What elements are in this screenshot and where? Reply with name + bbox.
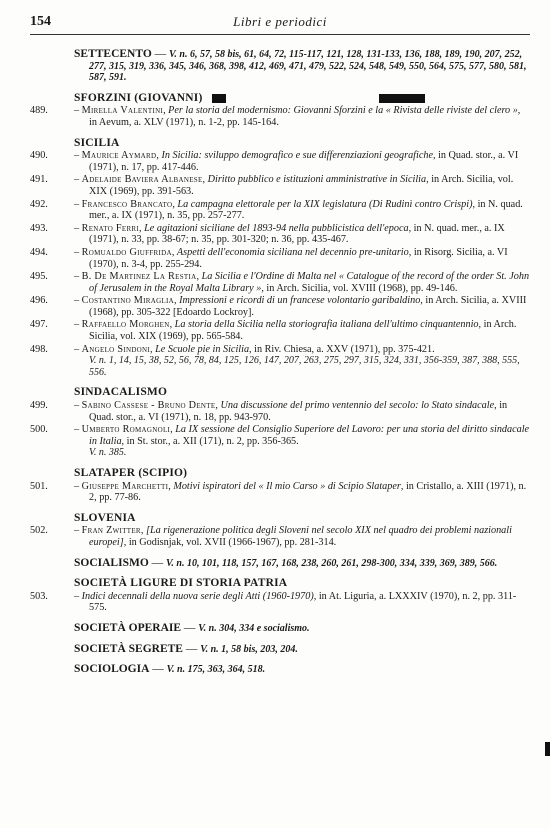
section-heading: SETTECENTO [74, 48, 152, 60]
bibliography-entry: 492. – Francesco Brancato, La campagna elettorale per la XIX legislatura (Di Rudinì contro Crispi), in N. quad. mer., a. IX (1971), n. 35, pp. 257-277. [30, 198, 523, 222]
cross-reference-list: V. n. 10, 101, 118, 157, 167, 168, 238, 260, 261, 298-300, 334, 339, 369, 389, 566. [166, 557, 498, 569]
bibliography-entry: 501. – Giuseppe Marchetti, Motivi ispiratori del « Il mio Carso » di Scipio Slataper, in Cristallo, a. XIII (1971), n. 2, pp. 77-86. [30, 480, 527, 504]
page-number: 154 [30, 14, 51, 29]
entry-title: Aspetti dell'economia siciliana nel decennio pre-unitario [176, 246, 409, 258]
cross-reference-section: SOCIETÀ SEGRETE — V. n. 1, 58 bis, 203, 204. [74, 642, 298, 655]
entry-title: Indici decennali della nuova serie degli Atti (1960-1970) [81, 590, 314, 602]
entry-number: 494. [30, 246, 48, 258]
entry-publication: , in Arch. Sicilia, vol. XIX (1969), pp. 565-584. [89, 319, 517, 343]
entry-author: Mirella Valentini [81, 105, 164, 117]
bibliography-entry: 489. – Mirella Valentini, Per la storia del modernismo: Giovanni Sforzini e la « Rivista delle riviste del clero », in Aevum, a. XLV (1971), n. 1-2, pp. 145-164. [30, 105, 521, 128]
section-heading: SOCIALISMO [74, 556, 149, 569]
entry-number: 502. [30, 525, 48, 537]
entry-title: La campagna elettorale per la XIX legislatura (Di Rudinì contro Crispi) [177, 198, 473, 210]
entry-author: Angelo Sindoni [81, 343, 151, 355]
entry-author: Sabino Cassese - Bruno Dente [81, 400, 216, 412]
entry-author: B. De Martinez La Restia [81, 271, 197, 283]
entry-number: 501. [30, 480, 48, 492]
running-title: Libri e periodici [233, 14, 327, 29]
entry-author: Costantino Miraglia [81, 295, 175, 307]
book-page [30, 14, 530, 676]
entry-number: 496. [30, 295, 48, 307]
cross-reference-list: V. n. 1, 58 bis, 203, 204. [200, 643, 298, 655]
entry-publication: , in Arch. Sicilia, a. XVIII (1968), pp. 305-322 [Edoardo Lockroy]. [89, 295, 527, 318]
entry-title: Una discussione del primo ventennio del secolo: lo Stato sindacale [220, 400, 495, 412]
entry-publication: , in Aevum, a. XLV (1971), n. 1-2, pp. 145-164. [89, 105, 521, 128]
entry-number: 500. [30, 424, 48, 436]
entry-number: 495. [30, 271, 48, 283]
entry-title: Le agitazioni siciliane del 1893-94 nella pubblicistica dell'epoca [144, 222, 409, 234]
running-header [30, 14, 530, 35]
section-heading: SFORZINI (GIOVANNI) [74, 93, 530, 105]
entry-author: Raffaello Morghen [81, 319, 170, 331]
entry-author: Romualdo Giuffrida [81, 246, 172, 258]
bibliography-entry: 500. – Umberto Romagnoli, La IX sessione del Consiglio Superiore del Lavoro: per una storia del diritto sindacale in Italia, in St. stor., a. XII (171), n. 2, pp. 356-365. [30, 424, 530, 447]
section-heading: SINDACALISMO [74, 386, 168, 399]
section-heading: SOCIETÀ LIGURE DI STORIA PATRIA [74, 577, 288, 590]
entry-author: Fran Zwitter [81, 525, 141, 537]
cross-reference-section: SOCIALISMO — V. n. 10, 101, 118, 157, 167, 168, 238, 260, 261, 298-300, 334, 339, 369, 389, 566. [74, 556, 498, 569]
entry-title: Le Scuole pie in Sicilia [155, 343, 250, 355]
section-heading: SICILIA [74, 136, 120, 149]
entry-author: Giuseppe Marchetti [81, 480, 169, 492]
cross-reference-section: SOCIETÀ OPERAIE — V. n. 304, 334 e socialismo. [74, 621, 310, 634]
entry-title: La storia della Sicilia nella storiografia italiana dell'ultimo cinquantennio [174, 319, 479, 331]
bibliography-entry: 494. – Romualdo Giuffrida, Aspetti dell'economia siciliana nel decennio pre-unitario, in Risorg. Sicilia, a. VI (1970), n. 3-4, pp. 255-294. [30, 246, 508, 270]
section-heading: SLATAPER (SCIPIO) [74, 467, 188, 479]
redaction-mark [379, 94, 425, 103]
bibliography-entry: 497. – Raffaello Morghen, La storia della Sicilia nella storiografia italiana dell'ultimo cinquantennio, in Arch. Sicilia, vol. XIX (1969), pp. 565-584. [30, 319, 517, 343]
entry-publication: , in Arch. Sicilia, vol. XVIII (1968), pp. 49-146. [261, 282, 458, 294]
entry-title: Diritto pubblico e istituzioni amministrative in Sicilia [207, 174, 427, 186]
bibliography-entry: 498. – Angelo Sindoni, Le Scuole pie in Sicilia, in Riv. Chiesa, a. XXV (1971), pp. 375-421. [30, 343, 435, 355]
entry-number: 489. [30, 105, 48, 117]
entry-publication: , in N. quad. mer., a. IX (1971), n. 33, pp. 38-67; n. 35, pp. 301-320; n. 36, pp. 435-467. [89, 222, 505, 246]
entry-publication: , in St. stor., a. XII (171), n. 2, pp. 356-365. [121, 435, 299, 447]
cross-reference-section: SETTECENTO — V. n. 6, 57, 58 bis, 61, 64, 72, 115-117, 121, 128, 131-133, 136, 188, 189, 190, 207, 252, 277, 315, 319, 336, 345, 346, 368, 398, 412, 469, 471, 479, 522, 524, 548, 549, 550, 564, 575, 577, 580, 581, 587, 591. [74, 48, 527, 84]
entry-publication: , in At. Liguria, a. LXXXIV (1970), n. 2, pp. 311-575. [89, 590, 517, 614]
entry-publication: , in Arch. Sicilia, vol. XIX (1969), pp. 391-563. [89, 174, 514, 197]
margin-ink-mark [545, 742, 550, 756]
entry-title: La Sicilia e l'Ordine di Malta nel « Catalogue of the record of the order St. John of Jerusalem in the Royal Malta Library » [89, 271, 530, 294]
entry-author: Francesco Brancato [81, 198, 173, 210]
entry-author: Umberto Romagnoli [81, 424, 171, 436]
entry-publication: , in Quad. stor., a. VI (1971), n. 17, pp. 417-446. [89, 150, 519, 173]
entry-title: Per la storia del modernismo: Giovanni Sforzini e la « Rivista delle riviste del clero » [168, 105, 518, 117]
cross-reference-list: V. n. 304, 334 e socialismo. [198, 622, 310, 634]
entry-title: In Sicilia: sviluppo demografico e sue differenziazioni geografiche [161, 150, 433, 162]
bibliography-entry: 490. – Maurice Aymard, In Sicilia: sviluppo demografico e sue differenziazioni geografiche, in Quad. stor., a. VI (1971), n. 17, pp. 417-446. [30, 150, 519, 173]
bibliography-entry: 499. – Sabino Cassese - Bruno Dente, Una discussione del primo ventennio del secolo: lo Stato sindacale, in Quad. stor., a. VI (1971), n. 18, pp. 943-970. [30, 400, 508, 423]
entry-author: Maurice Aymard [81, 150, 157, 162]
entry-number: 492. [30, 198, 48, 210]
entry-publication: , in N. quad. mer., a. IX (1971), n. 35, pp. 257-277. [89, 198, 523, 222]
entry-number: 499. [30, 400, 48, 412]
cross-reference-list: V. n. 6, 57, 58 bis, 61, 64, 72, 115-117, 121, 128, 131-133, 136, 188, 189, 190, 207, 252, 277, 315, 319, 336, 345, 346, 368, 398, 412, 469, 471, 479, 522, 524, 548, 549, 550, 564, 575, 577, 580, 581, 587, 591. [89, 49, 527, 84]
entry-author: Renato Ferri [81, 222, 140, 234]
entry-number: 498. [30, 343, 48, 355]
entry-publication: , in Cristallo, a. XIII (1971), n. 2, pp. 77-86. [89, 480, 527, 504]
bibliography-entry: 503. – Indici decennali della nuova serie degli Atti (1960-1970), in At. Liguria, a. LXXXIV (1970), n. 2, pp. 311-575. [30, 590, 517, 614]
redaction-mark [212, 94, 226, 103]
bibliography-entry: 495. – B. De Martinez La Restia, La Sicilia e l'Ordine di Malta nel « Catalogue of the record of the order St. John of Jerusalem in the Royal Malta Library », in Arch. Sicilia, vol. XVIII (1968), pp. 49-146. [30, 271, 530, 294]
bibliography-entry: 496. – Costantino Miraglia, Impressioni e ricordi di un francese volontario garibaldino, in Arch. Sicilia, a. XVIII (1968), pp. 305-322 [Edoardo Lockroy]. [30, 295, 527, 318]
cross-reference-list: V. n. 1, 14, 15, 38, 52, 56, 78, 84, 125, 126, 147, 207, 263, 275, 297, 315, 324, 331, 356-359, 387, 388, 555, 556. [89, 355, 520, 378]
entry-title: La IX sessione del Consiglio Superiore del Lavoro: per una storia del diritto sindacale in Italia [89, 424, 530, 447]
entry-number: 503. [30, 590, 48, 602]
entry-publication: , in Quad. stor., a. VI (1971), n. 18, pp. 943-970. [89, 400, 508, 423]
section-heading: SLOVENIA [74, 511, 136, 524]
cross-reference-list: V. n. 385. [89, 447, 127, 459]
entry-number: 497. [30, 319, 48, 331]
entry-title: Impressioni e ricordi di un francese volontario garibaldino [179, 295, 421, 307]
cross-reference-list: V. n. 175, 363, 364, 518. [166, 664, 266, 676]
entry-publication: , in Risorg. Sicilia, a. VI (1970), n. 3-4, pp. 255-294. [89, 246, 508, 270]
bibliography-entry: 491. – Adelaide Baviera Albanese, Diritto pubblico e istituzioni amministrative in Sicilia, in Arch. Sicilia, vol. XIX (1969), pp. 391-563. [30, 174, 514, 197]
section-heading: SOCIETÀ OPERAIE [74, 621, 182, 634]
bibliography-entry: 502. – Fran Zwitter, [La rigenerazione politica degli Sloveni nel secolo XIX nel quadro dei problemi nazionali europei], in Godisnjak, vol. XVII (1966-1967), pp. 281-314. [30, 525, 512, 548]
entry-number: 491. [30, 174, 48, 186]
section-heading: SOCIOLOGIA [74, 663, 150, 676]
entry-publication: , in Riv. Chiesa, a. XXV (1971), pp. 375-421. [249, 343, 435, 355]
cross-reference-section: SOCIOLOGIA — V. n. 175, 363, 364, 518. [74, 663, 266, 676]
bibliography-entry: 493. – Renato Ferri, Le agitazioni siciliane del 1893-94 nella pubblicistica dell'epoca, in N. quad. mer., a. IX (1971), n. 33, pp. 38-67; n. 35, pp. 301-320; n. 36, pp. 435-467. [30, 222, 505, 246]
entry-title: Motivi ispiratori del « Il mio Carso » di Scipio Slataper [173, 480, 401, 492]
entry-number: 490. [30, 150, 48, 162]
entry-publication: , in Godisnjak, vol. XVII (1966-1967), pp. 281-314. [123, 536, 337, 548]
entry-title: [La rigenerazione politica degli Sloveni nel secolo XIX nel quadro dei problemi nazionali europei] [89, 525, 512, 548]
entry-author: Adelaide Baviera Albanese [81, 174, 203, 186]
section-heading: SOCIETÀ SEGRETE [74, 642, 183, 655]
entry-number: 493. [30, 222, 48, 234]
